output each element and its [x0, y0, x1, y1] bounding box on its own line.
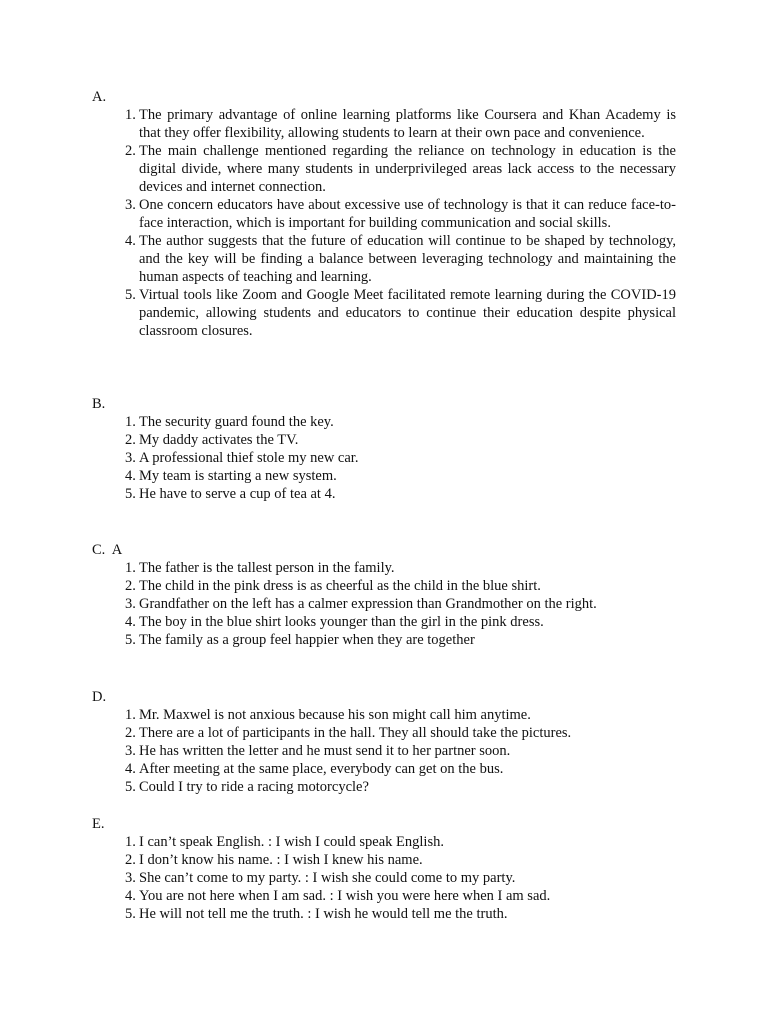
- item-number: 2.: [125, 432, 136, 448]
- item-number: 1.: [125, 414, 136, 430]
- item-text: The primary advantage of online learning platforms like Coursera and Khan Academy is that they offer flexibility, allowing students to learn at their own pace and convenience.: [139, 107, 676, 141]
- item-text: She can’t come to my party. : I wish she could come to my party.: [139, 870, 516, 886]
- item-number: 2.: [125, 578, 136, 594]
- item-text: My team is starting a new system.: [139, 468, 337, 484]
- list-item: [92, 887, 676, 905]
- item-text: I can’t speak English. : I wish I could speak English.: [139, 834, 444, 850]
- item-number: 1.: [125, 834, 136, 850]
- item-number: 2.: [125, 143, 136, 159]
- list-item: [92, 851, 676, 869]
- item-number: 2.: [125, 852, 136, 868]
- item-number: 2.: [125, 725, 136, 741]
- item-number: 3.: [125, 450, 136, 466]
- item-number: 3.: [125, 870, 136, 886]
- item-text: There are a lot of participants in the hall. They all should take the pictures.: [139, 725, 572, 741]
- item-text: The boy in the blue shirt looks younger than the girl in the pink dress.: [139, 614, 544, 630]
- item-number: 3.: [125, 743, 136, 759]
- item-text: Mr. Maxwel is not anxious because his son might call him anytime.: [139, 707, 531, 723]
- list-item: [92, 467, 676, 485]
- list-item: [92, 286, 676, 340]
- answer-list: [92, 559, 676, 649]
- item-text: I don’t know his name. : I wish I knew his name.: [139, 852, 423, 868]
- item-text: He has written the letter and he must send it to her partner soon.: [139, 743, 511, 759]
- section-heading: D.: [92, 689, 107, 705]
- list-item: [92, 631, 676, 649]
- item-text: A professional thief stole my new car.: [139, 450, 359, 466]
- item-text: You are not here when I am sad. : I wish you were here when I am sad.: [139, 888, 551, 904]
- item-text: The author suggests that the future of education will continue to be shaped by technology, and the key will be finding a balance between leveraging technology and maintaining the human aspects of teaching and learning.: [139, 233, 676, 285]
- list-item: [92, 778, 676, 796]
- item-number: 4.: [125, 233, 136, 249]
- answer-list: [92, 833, 676, 923]
- list-item: [92, 106, 676, 142]
- item-number: 5.: [125, 779, 136, 795]
- section-d: [92, 688, 676, 796]
- list-item: [92, 760, 676, 778]
- answer-list: [92, 706, 676, 796]
- list-item: [92, 449, 676, 467]
- item-text: Could I try to ride a racing motorcycle?: [139, 779, 369, 795]
- section-a: [92, 88, 676, 340]
- item-text: After meeting at the same place, everybody can get on the bus.: [139, 761, 504, 777]
- list-item: [92, 706, 676, 724]
- item-text: The main challenge mentioned regarding the reliance on technology in education is the digital divide, where many students in underprivileged areas lack access to the necessary devices and internet connection.: [139, 143, 676, 195]
- list-item: [92, 613, 676, 631]
- item-text: Virtual tools like Zoom and Google Meet facilitated remote learning during the COVID-19 pandemic, allowing students and educators to continue their education despite physical classroom closures.: [139, 287, 676, 339]
- item-text: The family as a group feel happier when they are together: [139, 632, 475, 648]
- item-text: The child in the pink dress is as cheerful as the child in the blue shirt.: [139, 578, 541, 594]
- item-text: My daddy activates the TV.: [139, 432, 299, 448]
- list-item: [92, 905, 676, 923]
- list-item: [92, 196, 676, 232]
- item-number: 1.: [125, 560, 136, 576]
- item-text: One concern educators have about excessive use of technology is that it can reduce face-to-face interaction, which is important for building communication and social skills.: [139, 197, 676, 231]
- item-text: The father is the tallest person in the family.: [139, 560, 395, 576]
- item-number: 5.: [125, 632, 136, 648]
- section-heading: E.: [92, 816, 105, 832]
- list-item: [92, 869, 676, 887]
- item-number: 5.: [125, 287, 136, 303]
- section-heading: A.: [92, 89, 107, 105]
- list-item: [92, 485, 676, 503]
- list-item: [92, 559, 676, 577]
- list-item: [92, 595, 676, 613]
- item-text: Grandfather on the left has a calmer expression than Grandmother on the right.: [139, 596, 597, 612]
- list-item: [92, 431, 676, 449]
- list-item: [92, 413, 676, 431]
- list-item: [92, 833, 676, 851]
- item-number: 5.: [125, 906, 136, 922]
- item-number: 5.: [125, 486, 136, 502]
- section-b: [92, 395, 676, 503]
- answer-list: [92, 106, 676, 340]
- item-text: He have to serve a cup of tea at 4.: [139, 486, 336, 502]
- list-item: [92, 724, 676, 742]
- item-number: 4.: [125, 888, 136, 904]
- item-number: 4.: [125, 614, 136, 630]
- list-item: [92, 232, 676, 286]
- section-e: [92, 815, 676, 923]
- item-number: 3.: [125, 596, 136, 612]
- item-number: 4.: [125, 761, 136, 777]
- section-heading: B.: [92, 396, 106, 412]
- item-number: 1.: [125, 107, 136, 123]
- section-heading: C. A: [92, 542, 123, 558]
- item-text: He will not tell me the truth. : I wish he would tell me the truth.: [139, 906, 508, 922]
- list-item: [92, 742, 676, 760]
- item-number: 4.: [125, 468, 136, 484]
- section-c: [92, 541, 676, 649]
- item-text: The security guard found the key.: [139, 414, 334, 430]
- item-number: 1.: [125, 707, 136, 723]
- item-number: 3.: [125, 197, 136, 213]
- answer-list: [92, 413, 676, 503]
- list-item: [92, 142, 676, 196]
- list-item: [92, 577, 676, 595]
